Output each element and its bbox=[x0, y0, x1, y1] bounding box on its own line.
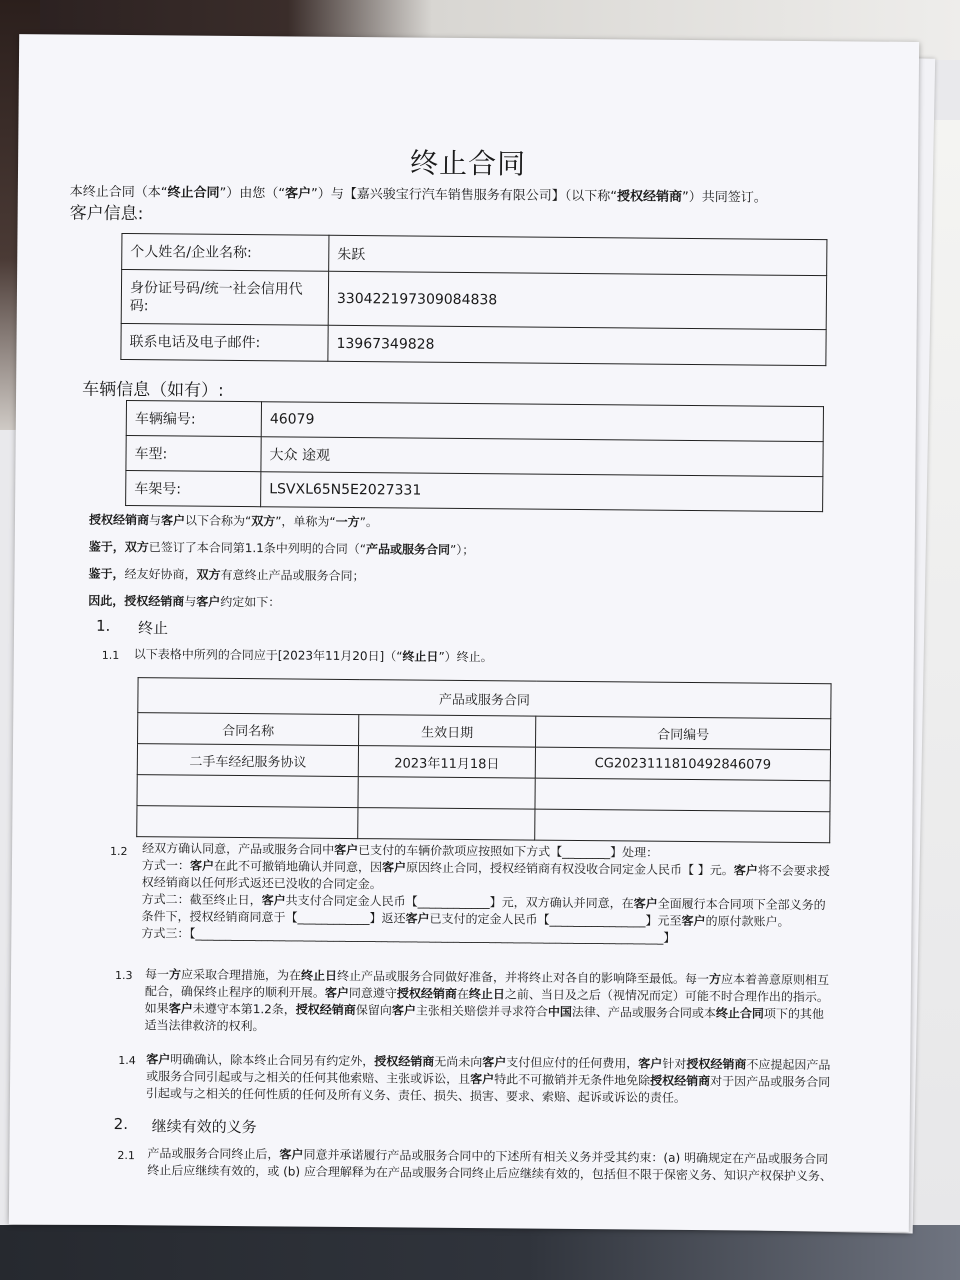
customer-info-table bbox=[120, 233, 827, 366]
text: 方 bbox=[709, 972, 722, 987]
section-2-number: 2. bbox=[113, 1114, 129, 1134]
text: 授权经销商 bbox=[374, 1054, 435, 1069]
text: 客户 bbox=[334, 842, 359, 858]
method-three: 方式三：【______________________________________________________________________________】 bbox=[141, 926, 676, 945]
text: 客户 bbox=[146, 1052, 171, 1067]
section-1-number: 1. bbox=[95, 616, 111, 635]
text: 项下的其他适当法律救济的权利。 bbox=[144, 1006, 824, 1034]
text: ”，单称为“ bbox=[275, 514, 336, 529]
text: 客户 bbox=[405, 911, 430, 926]
text: 授权经销商 bbox=[616, 189, 683, 205]
table-row bbox=[122, 234, 827, 276]
clause-1-3-number: 1.3 bbox=[114, 968, 133, 983]
contract-table-caption: 产品或服务合同 bbox=[138, 678, 831, 719]
text: 法律、产品或服务合同或本 bbox=[571, 1004, 716, 1021]
section-2-title: 继续有效的义务 bbox=[151, 1117, 257, 1137]
text: 在 bbox=[456, 986, 469, 1002]
customer-name-value: 朱跃 bbox=[329, 235, 827, 275]
clause-2-1-number: 2.1 bbox=[117, 1148, 135, 1163]
table-row bbox=[138, 678, 831, 719]
clause-1-1-number: 1.1 bbox=[101, 648, 120, 662]
text: 终止日 bbox=[300, 968, 338, 983]
text: 以下表格中所列的合同应于[2023年11月20日]（“ bbox=[133, 647, 403, 664]
text: 在此不可撤销地确认并同意，因 bbox=[213, 858, 383, 875]
text: ”。 bbox=[359, 515, 378, 530]
text: 客户 bbox=[279, 1147, 304, 1162]
contract-number-cell: CG2023111810492846079 bbox=[535, 747, 830, 781]
text: 特此不可撤销并无条件地免除 bbox=[494, 1072, 651, 1088]
text: 不应提起因产品或服务合同引起或与之相关的任何其他索赔、主张或诉讼，且 bbox=[146, 1057, 831, 1087]
text: 终止合同 bbox=[167, 185, 220, 201]
text: 方 bbox=[168, 967, 182, 982]
vehicle-model-value: 大众 途观 bbox=[261, 437, 823, 477]
document-page bbox=[9, 34, 919, 1232]
table-row bbox=[121, 323, 826, 365]
text: 主张相关赔偿并寻求符合 bbox=[415, 1003, 548, 1019]
text: 客户 bbox=[633, 896, 658, 911]
text: 未遵守本第1.2条， bbox=[192, 1001, 296, 1017]
clause-1-4-number: 1.4 bbox=[118, 1053, 136, 1068]
text: 经双方确认同意，产品或服务合同中 bbox=[142, 841, 335, 857]
text: 全面履行本合同项下全部义务的条件下，授权经销商同意于【____________】返还 bbox=[141, 896, 826, 926]
column-header-contract-number: 合同编号 bbox=[536, 716, 831, 750]
vehicle-number-value: 46079 bbox=[261, 402, 823, 442]
effective-date-cell: 2023年11月18日 bbox=[358, 746, 535, 779]
whereas-clause-2 bbox=[88, 565, 364, 585]
customer-contact-label: 联系电话及电子邮件: bbox=[121, 323, 328, 361]
contract-name-cell bbox=[137, 775, 358, 808]
table-row bbox=[137, 806, 830, 843]
text: 终止日 bbox=[468, 987, 506, 1002]
text: 授权经销商 bbox=[295, 1002, 356, 1018]
text: 有意终止产品或服务合同； bbox=[220, 567, 365, 584]
table-row bbox=[126, 401, 823, 442]
text: 的原付款账户。 bbox=[705, 914, 790, 929]
vin-label: 车架号: bbox=[126, 471, 261, 507]
text: 约定如下： bbox=[220, 594, 281, 610]
customer-id-value: 330422197309084838 bbox=[328, 271, 826, 329]
text: 一方 bbox=[335, 514, 360, 530]
text: 终止合同 bbox=[715, 1006, 764, 1021]
text: 方式二：截至终止日， bbox=[141, 892, 262, 908]
text: ”）终止。 bbox=[438, 649, 493, 665]
text: 与 bbox=[148, 513, 162, 528]
contract-table bbox=[136, 677, 831, 843]
text: 以下合称为“ bbox=[184, 513, 252, 529]
text: 已支付的车辆价款项应按照如下方式【________】处理： bbox=[358, 843, 659, 860]
text: 方式一： bbox=[141, 858, 191, 873]
customer-info-heading: 客户信息: bbox=[69, 203, 144, 225]
contract-number-cell bbox=[535, 809, 830, 843]
text: 授权经销商 bbox=[686, 1056, 747, 1072]
text: 共支付合同定金人民币【____________】元，双方确认并同意，在 bbox=[285, 893, 634, 911]
text: ”）； bbox=[450, 542, 475, 558]
text: 同意并承诺履行产品或服务合同中的下述所有相关义务并受其约束：(a) 明确规定在产品或服务合同终止后应继续有效的，或 (b) 应合理解释为在产品或服务合同终止后应继续有效的，包括但不限于保密义务、知识产权保护义务、 bbox=[147, 1147, 832, 1184]
effective-date-cell bbox=[358, 777, 535, 810]
text: 产品或服务合同 bbox=[365, 542, 451, 557]
text: 客户 bbox=[638, 1056, 663, 1071]
whereas-clause-1 bbox=[89, 538, 475, 559]
table-row bbox=[121, 269, 826, 329]
text: 应本着善意原则相互配合，确保终止程序的顺利开展。 bbox=[144, 972, 830, 1000]
text: 终止日 bbox=[402, 649, 439, 664]
text: 客户 bbox=[391, 1003, 416, 1018]
text: 双方 bbox=[196, 567, 221, 582]
clause-2-1-text bbox=[147, 1145, 837, 1185]
text: 客户 bbox=[482, 1055, 507, 1070]
clause-1-2-number: 1.2 bbox=[110, 844, 128, 859]
text: 产品或服务合同终止后， bbox=[147, 1146, 280, 1162]
clause-1-2-text bbox=[141, 840, 832, 948]
text: ”）与【嘉兴骏宝行汽车销售服务有限公司】（以下称“ bbox=[311, 186, 618, 205]
contract-name-cell bbox=[137, 806, 358, 839]
text: 客户 bbox=[189, 858, 215, 873]
text: 支付但应付的任何费用， bbox=[506, 1055, 639, 1071]
text: 客户 bbox=[261, 893, 286, 908]
text: 客户 bbox=[324, 985, 349, 1001]
section-1-title: 终止 bbox=[137, 619, 169, 638]
background-bottom bbox=[0, 1225, 960, 1280]
text: 每一 bbox=[144, 967, 170, 982]
text: 应采取合理措施，为在 bbox=[180, 967, 302, 983]
vin-value: LSVXL65N5E2027331 bbox=[261, 472, 823, 512]
column-header-contract-name: 合同名称 bbox=[138, 713, 359, 746]
text: 与 bbox=[184, 594, 197, 609]
text: 授权经销商 bbox=[396, 986, 457, 1001]
text: 将不会要求授权经销商以任何形式返还已没收的合同定金。 bbox=[141, 863, 830, 892]
text: 鉴于， bbox=[88, 566, 125, 582]
text: 客户 bbox=[381, 860, 407, 875]
text: 针对 bbox=[662, 1056, 687, 1071]
column-header-effective-date: 生效日期 bbox=[359, 715, 536, 748]
text: 授权经销商 bbox=[650, 1073, 711, 1089]
text: 对于因产品或服务合同引起或与之相关的任何性质的任何及所有义务、责任、损失、损害、要求、索赔、起诉或诉讼的责任。 bbox=[145, 1074, 831, 1105]
text: 保留向 bbox=[355, 1003, 392, 1018]
text: ”）共同签订。 bbox=[682, 189, 767, 206]
text: 授权经销商 bbox=[88, 512, 150, 528]
text: 明确确认，除本终止合同另有约定外， bbox=[170, 1052, 375, 1069]
contract-number-cell bbox=[535, 778, 830, 812]
text: 客户 bbox=[196, 594, 221, 609]
text: 客户 bbox=[160, 513, 186, 528]
text: 已签订了本合同第1.1条中列明的合同（“ bbox=[148, 540, 367, 557]
vehicle-model-label: 车型: bbox=[126, 436, 261, 472]
text: 原因终止合同，授权经销商有权没收合同定金人民币【 】元。 bbox=[405, 860, 734, 878]
text: 客户 bbox=[285, 186, 312, 202]
customer-contact-value: 13967349828 bbox=[328, 325, 826, 365]
text: 客户 bbox=[168, 1001, 193, 1016]
table-row bbox=[126, 471, 823, 512]
text: 客户 bbox=[470, 1072, 495, 1087]
text: 因此，授权经销商 bbox=[88, 593, 185, 609]
vehicle-number-label: 车辆编号: bbox=[126, 401, 261, 437]
table-row bbox=[126, 436, 823, 477]
text: 鉴于，双方 bbox=[88, 539, 149, 555]
clause-1-4-text bbox=[146, 1051, 836, 1108]
text: 经友好协商， bbox=[124, 567, 197, 582]
text: 客户 bbox=[681, 913, 706, 929]
vehicle-info-heading: 车辆信息（如有）: bbox=[82, 379, 224, 401]
customer-id-label: 身份证号码/统一社会信用代码: bbox=[121, 269, 328, 325]
clause-1-3-text bbox=[144, 966, 835, 1040]
text: 已支付的定金人民币【________________】元至 bbox=[429, 911, 682, 928]
text: ”）由您（“ bbox=[219, 185, 286, 202]
effective-date-cell bbox=[358, 808, 535, 841]
parties-definition bbox=[89, 511, 378, 532]
vehicle-info-table bbox=[125, 400, 824, 512]
intro-paragraph bbox=[70, 181, 767, 206]
text: 同意遵守 bbox=[348, 986, 397, 1001]
document-title: 终止合同 bbox=[409, 146, 527, 181]
text: 双方 bbox=[251, 514, 276, 529]
therefore-clause bbox=[88, 592, 280, 612]
text: 无尚未向 bbox=[434, 1054, 483, 1070]
text: 之前、当日及之后（视情况而定）可能不时合理作出的指示。如果 bbox=[144, 987, 830, 1016]
contract-name-cell: 二手车经纪服务协议 bbox=[137, 744, 358, 777]
text: 本终止合同（本“ bbox=[69, 184, 168, 201]
clause-1-1-text bbox=[134, 645, 493, 666]
text: 中国 bbox=[547, 1004, 572, 1019]
text: 客户 bbox=[733, 863, 758, 878]
customer-name-label: 个人姓名/企业名称: bbox=[122, 234, 329, 272]
text: 终止产品或服务合同做好准备，并将终止对各自的影响降至最低。每一 bbox=[337, 968, 710, 987]
